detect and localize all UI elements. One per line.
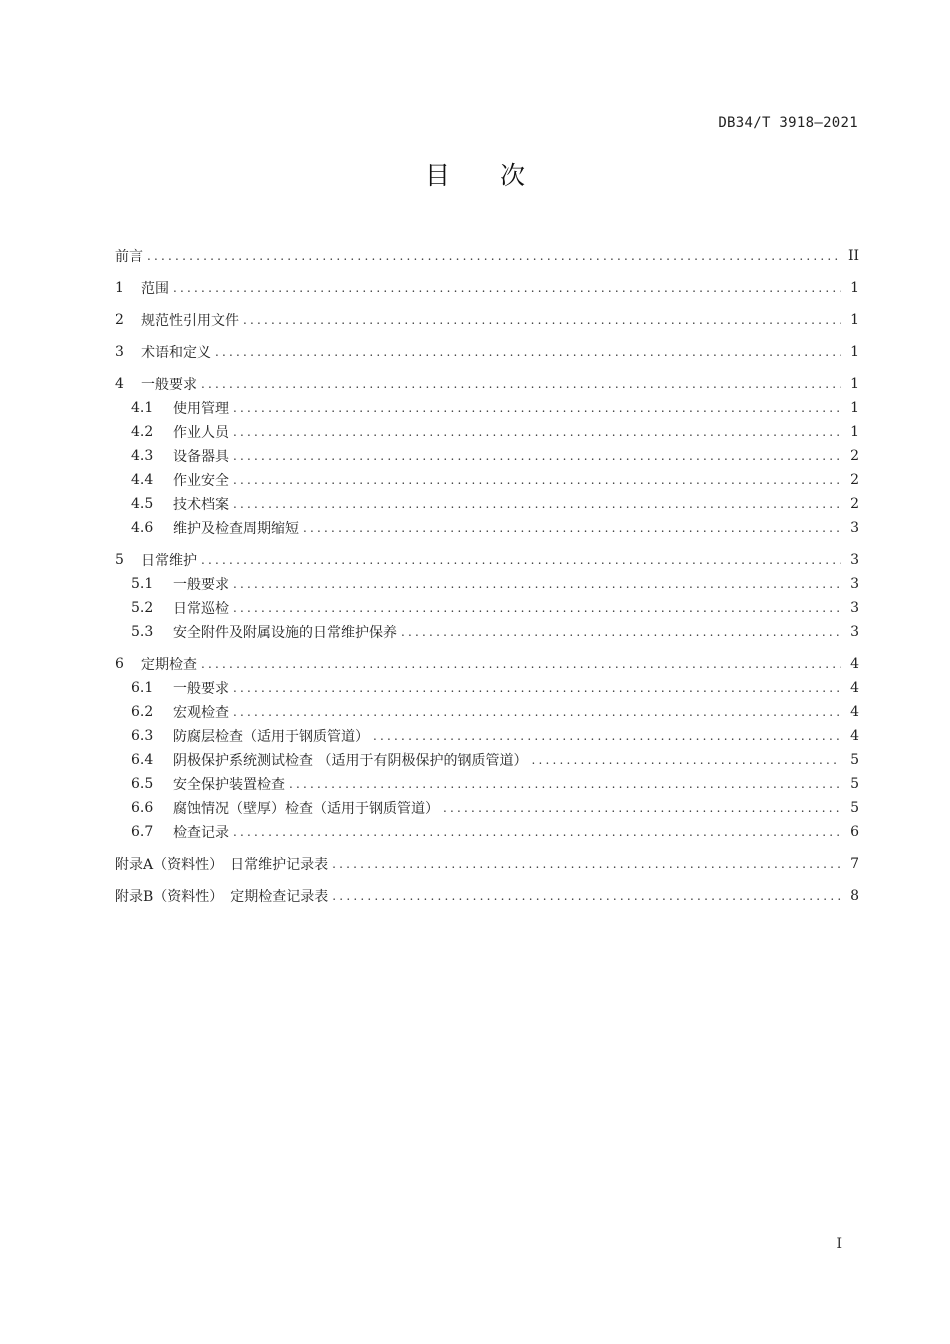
toc-leader-dots (233, 705, 841, 719)
toc-entry-number: 4.1 (131, 400, 154, 416)
toc-entry[interactable] (115, 772, 859, 796)
toc-entry-label: 维护及检查周期缩短 (173, 521, 299, 537)
toc-entry-page: 1 (850, 344, 859, 360)
toc-entry-number: 5.1 (131, 576, 154, 592)
toc-entry-label: 阴极保护系统测试检查 （适用于有阴极保护的钢质管道） (173, 753, 528, 769)
toc-leader-dots (147, 249, 841, 263)
document-code: DB34/T 3918—2021 (718, 115, 858, 131)
toc-entry-label: 使用管理 (173, 401, 229, 417)
toc-leader-dots (243, 313, 841, 327)
toc-entry-page: 1 (850, 312, 859, 328)
toc-entry-label: 附录B（资料性） 定期检查记录表 (115, 889, 329, 905)
toc-entry[interactable] (115, 820, 859, 844)
toc-entry-number: 6.5 (131, 776, 154, 792)
toc-entry-label: 技术档案 (173, 497, 229, 513)
toc-entry-page: 4 (850, 680, 859, 696)
toc-entry-page: 2 (850, 472, 859, 488)
toc-entry[interactable] (115, 444, 859, 468)
toc-entry[interactable] (115, 492, 859, 516)
toc-entry-label: 规范性引用文件 (141, 313, 239, 329)
toc-entry-label: 防腐层检查（适用于钢质管道） (173, 729, 369, 745)
toc-entry-page: 8 (850, 888, 859, 904)
toc-leader-dots (289, 777, 841, 791)
toc-entry[interactable] (115, 396, 859, 420)
toc-entry-page: 7 (850, 856, 859, 872)
toc-entry-page: 4 (850, 704, 859, 720)
toc-entry-page: 3 (850, 552, 859, 568)
toc-leader-dots (303, 521, 841, 535)
toc-entry-page: 3 (850, 600, 859, 616)
toc-entry-page: 6 (850, 824, 859, 840)
toc-title: 目次 (424, 161, 575, 190)
toc-entry-label: 日常维护 (141, 553, 197, 569)
toc-entry-label: 附录A（资料性） 日常维护记录表 (115, 857, 329, 873)
toc-entry-number: 5.2 (131, 600, 154, 616)
toc-leader-dots (201, 657, 841, 671)
toc-entry-label: 一般要求 (173, 681, 229, 697)
toc-entry-label: 范围 (141, 281, 169, 297)
toc-entry-page: 1 (850, 400, 859, 416)
toc-entry[interactable] (115, 748, 859, 772)
toc-entry[interactable] (115, 796, 859, 820)
toc-entry-label: 设备器具 (173, 449, 229, 465)
toc-entry-label: 日常巡检 (173, 601, 229, 617)
toc-leader-dots (233, 425, 841, 439)
toc-entry-label: 腐蚀情况（壁厚）检查（适用于钢质管道） (173, 801, 439, 817)
toc-entry-page: 1 (850, 280, 859, 296)
toc-entry[interactable] (115, 700, 859, 724)
toc-entry[interactable] (115, 596, 859, 620)
toc-entry-page: 1 (850, 424, 859, 440)
toc-entry[interactable] (115, 652, 859, 676)
toc-entry-label: 术语和定义 (141, 345, 211, 361)
toc-leader-dots (233, 681, 841, 695)
toc-entry[interactable] (115, 276, 859, 300)
toc-leader-dots (233, 401, 841, 415)
toc-entry-page: 5 (850, 752, 859, 768)
toc-entry[interactable] (115, 676, 859, 700)
toc-leader-dots (233, 449, 841, 463)
toc-leader-dots (233, 601, 841, 615)
toc-entry-number: 1 (115, 280, 124, 296)
toc-entry-number: 6.6 (131, 800, 154, 816)
toc-leader-dots (443, 801, 841, 815)
toc-entry-page: 3 (850, 576, 859, 592)
toc-entry[interactable] (115, 420, 859, 444)
toc-entry-label: 宏观检查 (173, 705, 229, 721)
toc-leader-dots (531, 753, 841, 767)
toc-entry[interactable] (115, 244, 859, 268)
toc-entry-page: 2 (850, 448, 859, 464)
toc-leader-dots (233, 497, 841, 511)
toc-entry[interactable] (115, 852, 859, 876)
toc-entry-page: 3 (850, 520, 859, 536)
toc-entry-page: 1 (850, 376, 859, 392)
toc-leader-dots (332, 889, 841, 903)
toc-entry-page: 3 (850, 624, 859, 640)
toc-entry[interactable] (115, 884, 859, 908)
toc-entry[interactable] (115, 516, 859, 540)
toc-leader-dots (332, 857, 841, 871)
toc-leader-dots (233, 473, 841, 487)
table-of-contents (115, 244, 859, 908)
toc-leader-dots (233, 577, 841, 591)
toc-entry[interactable] (115, 372, 859, 396)
toc-entry[interactable] (115, 572, 859, 596)
toc-entry-number: 5.3 (131, 624, 154, 640)
toc-entry-number: 4 (115, 376, 124, 392)
toc-entry[interactable] (115, 468, 859, 492)
toc-leader-dots (401, 625, 841, 639)
toc-entry-label: 检查记录 (173, 825, 229, 841)
toc-entry-number: 6 (115, 656, 124, 672)
toc-entry-page: 4 (850, 728, 859, 744)
toc-entry-number: 4.5 (131, 496, 154, 512)
toc-entry-page: 2 (850, 496, 859, 512)
toc-entry[interactable] (115, 340, 859, 364)
toc-entry-number: 4.2 (131, 424, 154, 440)
toc-entry-page: 5 (850, 800, 859, 816)
toc-entry-number: 6.4 (131, 752, 154, 768)
toc-entry-page: 5 (850, 776, 859, 792)
toc-entry[interactable] (115, 620, 859, 644)
toc-leader-dots (233, 825, 841, 839)
toc-entry-label: 前言 (115, 249, 143, 265)
toc-entry-label: 一般要求 (141, 377, 197, 393)
toc-entry[interactable] (115, 308, 859, 332)
toc-entry[interactable] (115, 724, 859, 748)
toc-entry-number: 3 (115, 344, 124, 360)
toc-entry-label: 安全附件及附属设施的日常维护保养 (173, 625, 397, 641)
toc-entry-number: 6.1 (131, 680, 154, 696)
toc-leader-dots (173, 281, 841, 295)
toc-entry-label: 定期检查 (141, 657, 197, 673)
toc-entry-number: 6.7 (131, 824, 154, 840)
toc-entry-number: 4.4 (131, 472, 154, 488)
toc-entry-page: 4 (850, 656, 859, 672)
toc-entry-label: 安全保护装置检查 (173, 777, 285, 793)
toc-entry-number: 2 (115, 312, 124, 328)
toc-entry-number: 6.3 (131, 728, 154, 744)
toc-entry-number: 6.2 (131, 704, 154, 720)
toc-entry-number: 5 (115, 552, 124, 568)
toc-leader-dots (215, 345, 841, 359)
toc-leader-dots (201, 377, 841, 391)
toc-entry-label: 作业安全 (173, 473, 229, 489)
page-number: I (836, 1236, 842, 1252)
toc-entry-number: 4.6 (131, 520, 154, 536)
toc-entry-label: 作业人员 (173, 425, 229, 441)
toc-leader-dots (201, 553, 841, 567)
toc-leader-dots (373, 729, 841, 743)
toc-entry[interactable] (115, 548, 859, 572)
toc-entry-label: 一般要求 (173, 577, 229, 593)
toc-entry-number: 4.3 (131, 448, 154, 464)
toc-entry-page: II (847, 248, 859, 264)
